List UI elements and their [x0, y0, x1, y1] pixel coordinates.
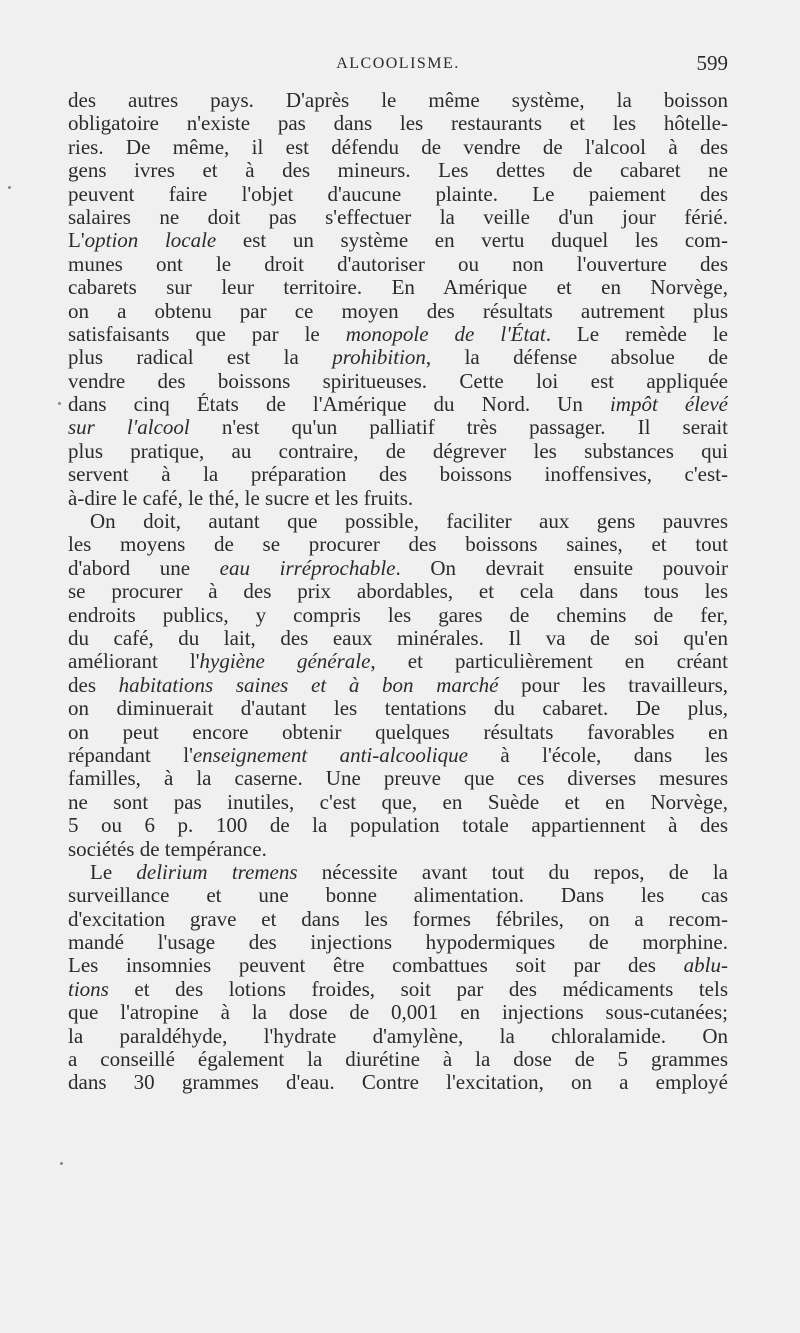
text-line [68, 253, 728, 276]
text-line-content: la paraldéhyde, l'hydrate d'amylène, la chloralamide. On [68, 1024, 728, 1048]
text-line-content: à-dire le café, le thé, le sucre et les fruits. [68, 486, 414, 510]
page-header [68, 49, 728, 79]
text-line [68, 580, 728, 603]
text-line-content: mandé l'usage des injections hypodermiques de morphine. [68, 931, 728, 955]
text-line-content: plus pratique, au contraire, de dégrever les substances qui [68, 439, 728, 463]
text-line-content: on a obtenu par ce moyen des résultats autrement plus [68, 299, 728, 323]
text-line-content: d'excitation grave et dans les formes fébriles, on a recom- [68, 907, 728, 931]
text-line [68, 463, 728, 486]
text-line-content: servent à la préparation des boissons inoffensives, c'est- [68, 463, 728, 487]
text-line-content: ne sont pas inutiles, c'est que, en Suède et en Norvège, [68, 790, 728, 814]
text-line-content: munes ont le droit d'autoriser ou non l'ouverture des [68, 252, 728, 276]
text-line-content: surveillance et une bonne alimentation. Dans les cas [68, 884, 728, 908]
margin-speck [60, 1162, 63, 1165]
text-line-content: cabarets sur leur territoire. En Amérique et en Norvège, [68, 276, 728, 300]
text-line-content: gens ivres et à des mineurs. Les dettes de cabaret ne [68, 159, 728, 183]
text-line [68, 112, 728, 135]
text-line [68, 393, 728, 416]
text-line-prefix: d'abord une [68, 556, 220, 580]
text-line-prefix: améliorant l' [68, 650, 200, 674]
page-number: 599 [696, 51, 728, 75]
text-line [68, 1025, 728, 1048]
italic-phrase: tions [68, 977, 109, 1001]
text-line-content: dans 30 grammes d'eau. Contre l'excitation, on a employé [68, 1071, 728, 1095]
text-line-prefix: Le [90, 860, 137, 884]
text-line [68, 440, 728, 463]
text-line [68, 276, 728, 299]
text-line [68, 650, 728, 673]
text-line-suffix: . Le remède le [545, 322, 728, 346]
italic-phrase: sur l'alcool [68, 416, 190, 440]
text-line-prefix: plus radical est la [68, 346, 333, 370]
italic-phrase: ablu- [683, 954, 728, 978]
text-line [68, 1001, 728, 1024]
text-line [68, 861, 728, 884]
text-line-content: On doit, autant que possible, faciliter aux gens pauvres [90, 510, 728, 534]
text-line-content: que l'atropine à la dose de 0,001 en injections sous-cutanées; [68, 1001, 728, 1025]
text-line-suffix: nécessite avant tout du repos, de la [297, 860, 728, 884]
text-line [68, 908, 728, 931]
text-line [68, 627, 728, 650]
text-line-content: a conseillé également la diurétine à la dose de 5 grammes [68, 1048, 728, 1072]
text-line [68, 721, 728, 744]
text-line-prefix: des [68, 673, 119, 697]
text-line-content: des autres pays. D'après le même système, la boisson [68, 89, 728, 112]
body-text [68, 89, 728, 1095]
text-line [68, 838, 728, 861]
text-line [68, 510, 728, 533]
text-line-content: on diminuerait d'autant les tentations du cabaret. De plus, [68, 697, 728, 721]
text-line-content: sociétés de tempérance. [68, 837, 267, 861]
text-line-content: se procurer à des prix abordables, et cela dans tous les [68, 580, 728, 604]
text-line [68, 487, 728, 510]
text-line [68, 370, 728, 393]
text-line [68, 744, 728, 767]
text-line [68, 978, 728, 1001]
text-line-prefix: dans cinq États de l'Amérique du Nord. Un [68, 393, 610, 417]
text-line [68, 931, 728, 954]
italic-phrase: delirium tremens [136, 860, 298, 884]
italic-phrase: prohibition [332, 346, 426, 370]
text-line-content: ries. De même, il est défendu de vendre de l'alcool à des [68, 135, 728, 159]
text-line-suffix: n'est qu'un palliatif très passager. Il serait [189, 416, 728, 440]
margin-speck [58, 402, 61, 405]
text-line-content: obligatoire n'existe pas dans les restaurants et les hôtelle- [68, 112, 728, 136]
text-line [68, 1048, 728, 1071]
text-line-suffix: . On devrait ensuite pouvoir [395, 556, 728, 580]
text-line-content: on peut encore obtenir quelques résultats favorables en [68, 720, 728, 744]
text-line-content: peuvent faire l'objet d'aucune plainte. Le paiement des [68, 182, 728, 206]
italic-phrase: hygiène générale [199, 650, 371, 674]
text-line [68, 791, 728, 814]
text-line-suffix: et des lotions froides, soit par des médicaments tels [108, 977, 728, 1001]
text-line-prefix: répandant l' [68, 743, 193, 767]
text-line [68, 954, 728, 977]
text-line [68, 159, 728, 182]
margin-speck [8, 186, 11, 189]
text-line-content: 5 ou 6 p. 100 de la population totale appartiennent à des [68, 814, 728, 838]
text-line-content: les moyens de se procurer des boissons saines, et tout [68, 533, 728, 557]
text-line [68, 416, 728, 439]
text-line [68, 89, 728, 112]
text-line-prefix: L' [68, 229, 85, 253]
text-line [68, 697, 728, 720]
text-line-prefix: Les insomnies peuvent être combattues soit par des [68, 954, 684, 978]
text-line-content: salaires ne doit pas s'effectuer la veille d'un jour férié. [68, 205, 728, 229]
text-line [68, 604, 728, 627]
text-line-content: vendre des boissons spiritueuses. Cette loi est appliquée [68, 369, 728, 393]
text-line-suffix: est un système en vertu duquel les com- [216, 229, 728, 253]
text-line [68, 136, 728, 159]
text-line-suffix: , la défense absolue de [425, 346, 728, 370]
italic-phrase: impôt élevé [609, 393, 728, 417]
text-line-content: familles, à la caserne. Une preuve que ces diverses mesures [68, 767, 728, 791]
text-line [68, 229, 728, 252]
text-line-content: du café, du lait, des eaux minérales. Il va de soi qu'en [68, 626, 728, 650]
text-line-content: endroits publics, y compris les gares de chemins de fer, [68, 603, 728, 627]
text-line [68, 557, 728, 580]
text-line-suffix: , et particulièrement en créant [370, 650, 728, 674]
text-line [68, 814, 728, 837]
text-line [68, 533, 728, 556]
text-line [68, 206, 728, 229]
text-line [68, 346, 728, 369]
italic-phrase: option locale [84, 229, 217, 253]
text-line [68, 884, 728, 907]
text-line [68, 300, 728, 323]
text-line [68, 767, 728, 790]
italic-phrase: eau irréprochable [219, 556, 396, 580]
text-line [68, 1071, 728, 1094]
text-line [68, 674, 728, 697]
text-line-suffix: à l'école, dans les [467, 743, 728, 767]
running-title: ALCOOLISME. [336, 55, 460, 72]
italic-phrase: habitations saines et à bon marché [118, 673, 499, 697]
text-line-suffix: pour les travailleurs, [498, 673, 728, 697]
text-line-prefix: satisfaisants que par le [68, 322, 346, 346]
text-line [68, 323, 728, 346]
italic-phrase: enseignement anti-alcoolique [192, 743, 468, 767]
text-line [68, 183, 728, 206]
italic-phrase: monopole de l'État [345, 322, 546, 346]
